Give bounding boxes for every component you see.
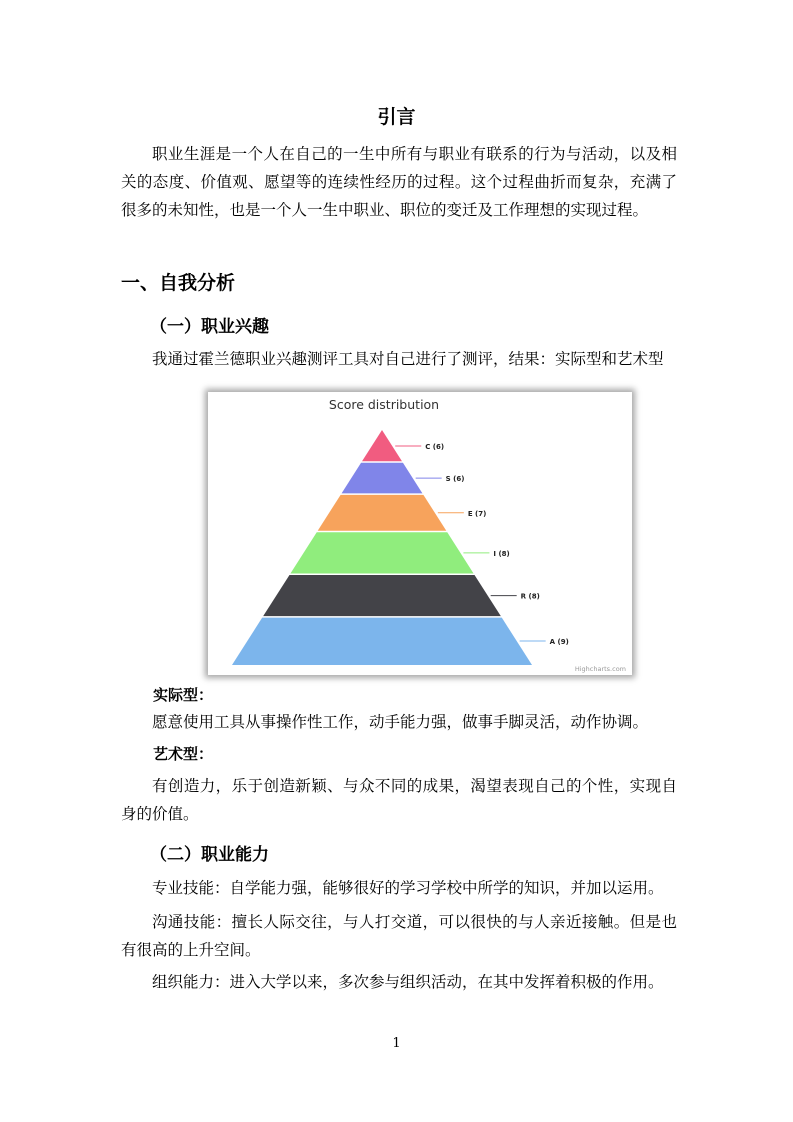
chart-svg [208, 392, 632, 675]
pyramid-layer-i [290, 532, 473, 573]
page-number: 1 [392, 1036, 401, 1051]
data-label-e: E (7) [467, 509, 487, 518]
subsection-heading-interest: （一）职业兴趣 [150, 317, 269, 337]
page-title: 引言 [377, 106, 416, 128]
chart-title: Score distribution [328, 397, 440, 412]
realistic-text: 愿意使用工具从事操作性工作，动手能力强，做事手脚灵活，动作协调。 [152, 713, 649, 731]
data-label-i: I (8) [493, 549, 510, 558]
interest-paragraph: 我通过霍兰德职业兴趣测评工具对自己进行了测评，结果：实际型和艺术型 [152, 350, 664, 368]
ability-item-organization: 组织能力：进入大学以来，多次参与组织活动，在其中发挥着积极的作用。 [152, 973, 664, 991]
data-label-s: S (6) [445, 475, 465, 484]
artistic-text: 有创造力，乐于创造新颖、与众不同的成果，渴望表现自己的个性，实现自身的价值。 [121, 777, 677, 823]
pyramid-layer-a [232, 618, 532, 665]
ability-item-professional: 专业技能：自学能力强，能够很好的学习学校中所学的知识，并加以运用。 [152, 879, 664, 897]
ability-item-communication: 沟通技能：擅长人际交往，与人打交道，可以很快的与人亲近接触。但是也有很高的上升空间。 [121, 913, 677, 959]
subsection-heading-ability: （二）职业能力 [150, 845, 269, 865]
score-distribution-chart [208, 392, 632, 675]
section-heading: 一、自我分析 [121, 272, 236, 294]
intro-paragraph: 职业生涯是一个人在自己的一生中所有与职业有联系的行为与活动，以及相关的态度、价值观、愿望等的连续性经历的过程。这个过程曲折而复杂，充满了很多的未知性，也是一个人一生中职业、职位的变迁及工作理想的实现过程。 [121, 145, 677, 219]
data-label-c: C (6) [425, 443, 445, 452]
artistic-label: 艺术型： [153, 745, 214, 763]
data-label-a: A (9) [549, 637, 569, 646]
chart-credit: Highcharts.com [574, 665, 626, 673]
pyramid-layer-r [263, 575, 501, 616]
realistic-label: 实际型： [153, 686, 214, 704]
data-label-r: R (8) [520, 592, 540, 601]
